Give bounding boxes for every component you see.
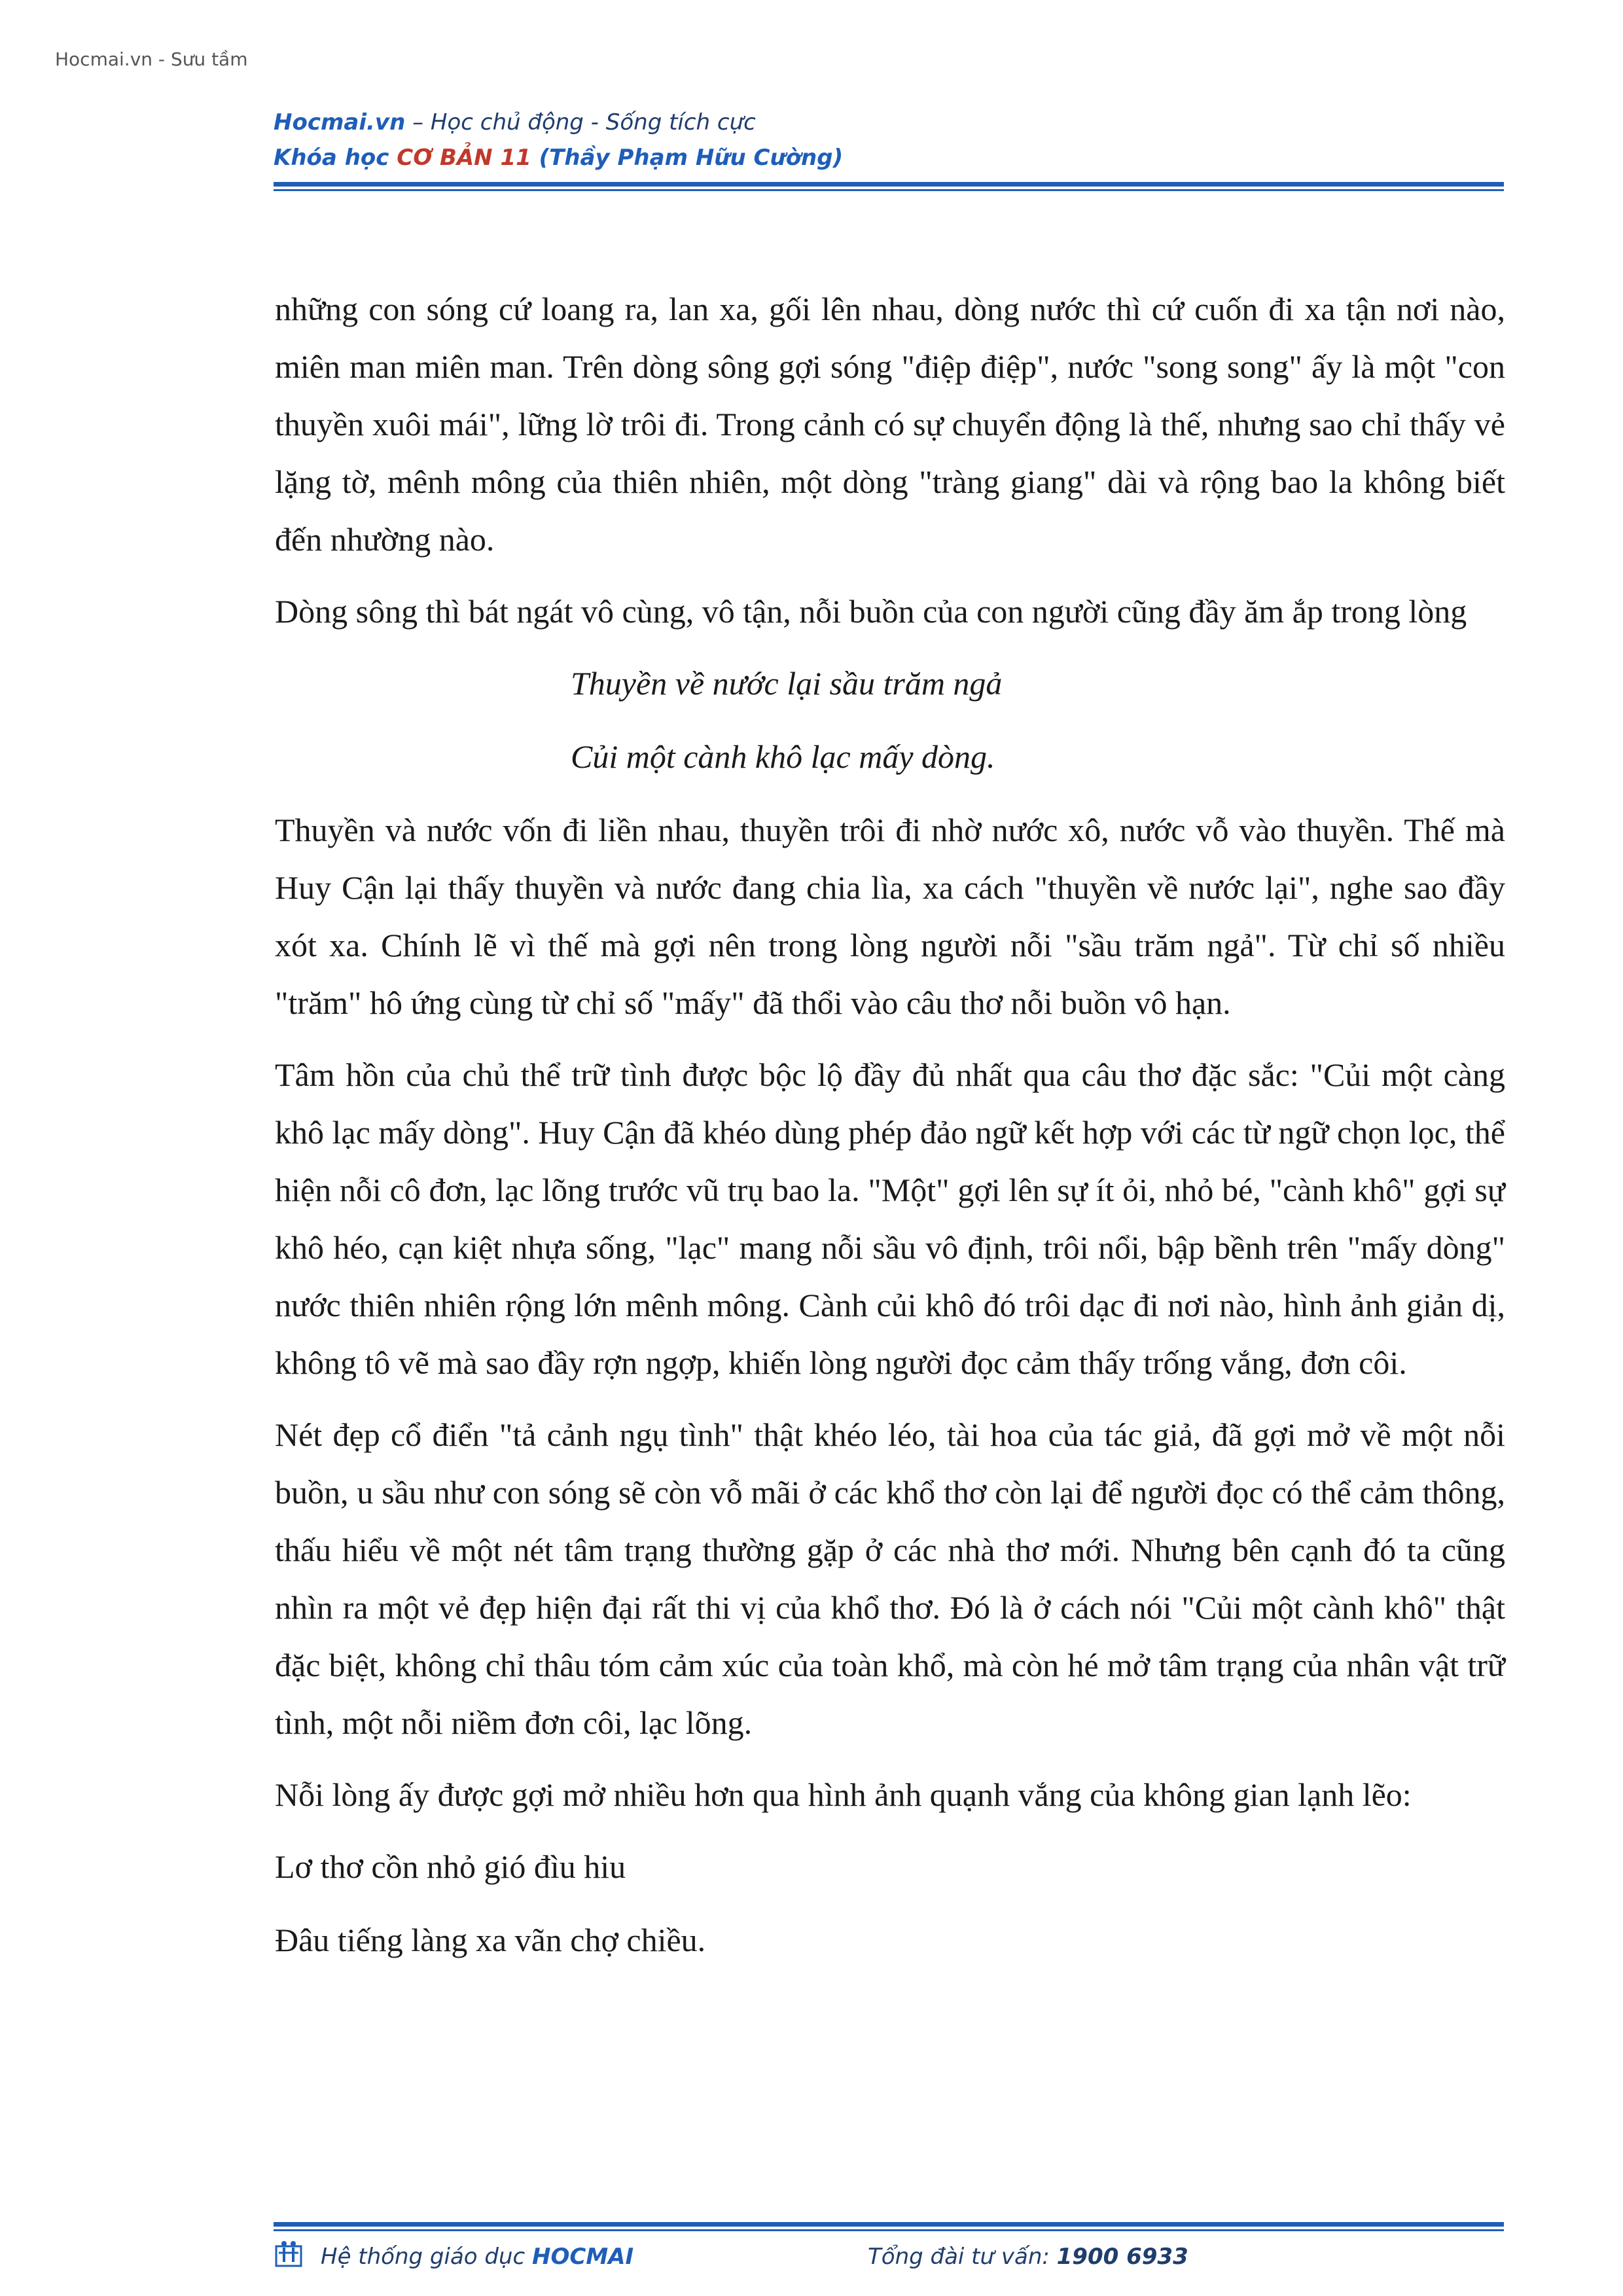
- verse-1-line-1: Thuyền về nước lại sầu trăm ngả: [571, 665, 1003, 702]
- header-course-line: [274, 140, 1504, 175]
- footer-hotline-number: 1900 6933: [1056, 2244, 1188, 2270]
- paragraph-6: Nỗi lòng ấy được gợi mở nhiều hơn qua hình ảnh quạnh vắng của không gian lạnh lẽo:: [275, 1776, 1412, 1813]
- header-course-name: CƠ BẢN 11: [397, 145, 531, 171]
- verse-1-line-2: Củi một cành khô lạc mấy dòng.: [571, 738, 995, 775]
- footer-hotline-label: Tổng đài tư vấn:: [868, 2244, 1057, 2270]
- footer-hotline: [868, 2244, 1188, 2270]
- header-brand: Hocmai.vn: [274, 109, 406, 135]
- header-course-prefix: Khóa học: [274, 145, 397, 171]
- hocmai-logo-icon: [274, 2240, 304, 2270]
- header-divider: [274, 182, 1504, 191]
- header-slogan: – Học chủ động - Sống tích cực: [405, 109, 756, 135]
- page-footer: [274, 2244, 1504, 2283]
- paragraph-2: Dòng sông thì bát ngát vô cùng, vô tận, nỗi buồn của con người cũng đầy ăm ắp trong lòng: [275, 593, 1467, 630]
- footer-system-label: Hệ thống giáo dục: [321, 2244, 533, 2270]
- source-note: Hocmai.vn - Sưu tầm: [55, 48, 248, 70]
- paragraph-3: Thuyền và nước vốn đi liền nhau, thuyền trôi đi nhờ nước xô, nước vỗ vào thuyền. Thế mà Huy Cận lại thấy thuyền và nước đang chia lìa, xa cách "thuyền về nước lại", nghe sao đầy xót xa. Chính lẽ vì thế mà gợi nên trong lòng người nỗi "sầu trăm ngả". Từ chỉ số nhiều "trăm" hô ứng cùng từ chỉ số "mấy" đã thổi vào câu thơ nỗi buồn vô hạn.: [275, 812, 1505, 1021]
- header-slogan-line: [274, 105, 1504, 140]
- paragraph-5: Nét đẹp cổ điển "tả cảnh ngụ tình" thật khéo léo, tài hoa của tác giả, đã gợi mở về một nỗi buồn, u sầu như con sóng sẽ còn vỗ mãi ở các khổ thơ còn lại để người đọc có thể cảm thông, thấu hiểu về một nét tâm trạng thường gặp ở các nhà thơ mới. Nhưng bên cạnh đó ta cũng nhìn ra một vẻ đẹp hiện đại rất thi vị của khổ thơ. Đó là ở cách nói "Củi một cành khô" thật đặc biệt, không chỉ thâu tóm cảm xúc của toàn khổ, mà còn hé mở tâm trạng của nhân vật trữ tình, một nỗi niềm đơn côi, lạc lõng.: [275, 1416, 1505, 1741]
- verse-2-line-1: Lơ thơ cồn nhỏ gió đìu hiu: [275, 1848, 626, 1885]
- verse-2-line-2: Đâu tiếng làng xa vãn chợ chiều.: [275, 1922, 706, 1958]
- footer-system: [321, 2244, 633, 2270]
- page-header: [274, 105, 1504, 175]
- footer-system-name: HOCMAI: [532, 2244, 634, 2270]
- footer-divider: [274, 2222, 1504, 2231]
- header-teacher: (Thầy Phạm Hữu Cường): [531, 145, 844, 171]
- document-body: [275, 280, 1505, 1984]
- paragraph-1: những con sóng cứ loang ra, lan xa, gối lên nhau, dòng nước thì cứ cuốn đi xa tận nơi nào, miên man miên man. Trên dòng sông gợi sóng "điệp điệp", nước "song song" ấy là một "con thuyền xuôi mái", lững lờ trôi đi. Trong cảnh có sự chuyển động là thế, nhưng sao chỉ thấy vẻ lặng tờ, mênh mông của thiên nhiên, một dòng "tràng giang" dài và rộng bao la không biết đến nhường nào.: [275, 291, 1505, 558]
- paragraph-4: Tâm hồn của chủ thể trữ tình được bộc lộ đầy đủ nhất qua câu thơ đặc sắc: "Củi một càng khô lạc mấy dòng". Huy Cận đã khéo dùng phép đảo ngữ kết hợp với các từ ngữ chọn lọc, thể hiện nỗi cô đơn, lạc lõng trước vũ trụ bao la. "Một" gợi lên sự ít ỏi, nhỏ bé, "cành khô" gợi sự khô héo, cạn kiệt nhựa sống, "lạc" mang nỗi sầu vô định, trôi nổi, bập bềnh trên "mấy dòng" nước thiên nhiên rộng lớn mênh mông. Cành củi khô đó trôi dạc đi nơi nào, hình ảnh giản dị, không tô vẽ mà sao đầy rợn ngợp, khiến lòng người đọc cảm thấy trống vắng, đơn côi.: [275, 1056, 1505, 1381]
